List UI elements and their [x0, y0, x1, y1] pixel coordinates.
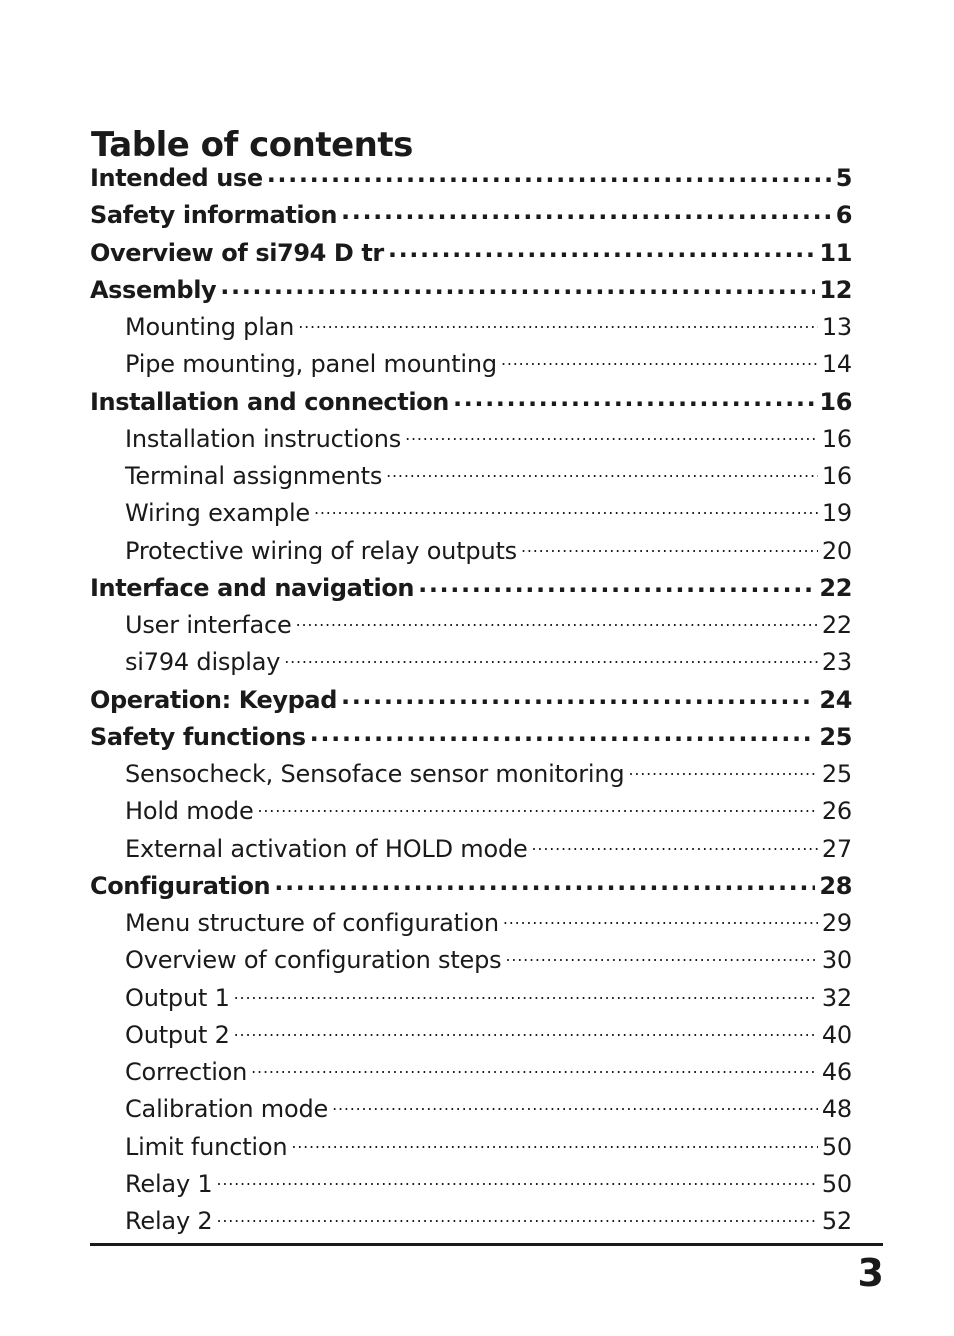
- toc-section-entry: [90, 197, 852, 234]
- toc-entry-page-number: 52: [821, 1207, 852, 1235]
- toc-subsection-entry: [90, 905, 852, 942]
- toc-dot-leader: [298, 311, 818, 335]
- toc-entry-page-number: 12: [819, 275, 852, 304]
- toc-entry-title: Sensocheck, Sensoface sensor monitoring: [125, 760, 625, 788]
- toc-entry-title: Relay 1: [125, 1169, 213, 1198]
- toc-subsection-entry: [90, 533, 852, 570]
- toc-dot-leader: [418, 572, 815, 596]
- toc-entry-page-number: 40: [821, 1020, 852, 1049]
- toc-entry-page-number: 11: [819, 238, 852, 267]
- toc-dot-leader: [291, 1131, 817, 1155]
- toc-entry-title: Safety functions: [90, 722, 306, 751]
- toc-entry-title: Configuration: [90, 871, 271, 900]
- toc-dot-leader: [216, 1205, 817, 1229]
- toc-dot-leader: [267, 162, 832, 186]
- toc-entry-page-number: 25: [821, 760, 852, 788]
- toc-subsection-entry: [90, 495, 852, 532]
- toc-entry-page-number: 22: [819, 573, 852, 602]
- toc-entry-page-number: 46: [821, 1058, 852, 1086]
- toc-dot-leader: [505, 944, 817, 968]
- toc-subsection-entry: [90, 458, 852, 495]
- toc-entry-title: Terminal assignments: [125, 462, 383, 490]
- toc-entry-title: Protective wiring of relay outputs: [125, 536, 517, 565]
- toc-subsection-entry: [90, 980, 852, 1017]
- toc-entry-title: Pipe mounting, panel mounting: [125, 350, 497, 379]
- toc-dot-leader: [216, 1168, 817, 1192]
- page-number: 3: [857, 1251, 884, 1295]
- toc-section-entry: [90, 160, 852, 197]
- toc-section-entry: [90, 868, 852, 905]
- toc-entry-page-number: 16: [821, 462, 852, 490]
- toc-entry-title: Intended use: [90, 164, 263, 192]
- toc-dot-leader: [274, 870, 815, 894]
- toc-entry-page-number: 13: [821, 313, 852, 341]
- toc-dot-leader: [258, 795, 818, 819]
- toc-entry-page-number: 26: [821, 797, 852, 826]
- toc-entry-title: Interface and navigation: [90, 573, 415, 602]
- toc-subsection-entry: [90, 831, 852, 868]
- toc-entry-page-number: 16: [821, 424, 852, 453]
- toc-entry-page-number: 20: [821, 536, 852, 565]
- toc-entry-title: User interface: [125, 611, 292, 639]
- toc-dot-leader: [220, 274, 815, 298]
- toc-section-entry: [90, 235, 852, 272]
- toc-entry-title: Correction: [125, 1058, 248, 1086]
- toc-entry-page-number: 6: [835, 201, 852, 230]
- toc-entry-page-number: 5: [835, 164, 852, 192]
- toc-entry-title: Output 1: [125, 983, 230, 1012]
- toc-subsection-entry: [90, 421, 852, 458]
- toc-entry-page-number: 48: [821, 1095, 852, 1124]
- footer-divider: [90, 1243, 883, 1246]
- toc-dot-leader: [341, 684, 815, 708]
- table-of-contents: [90, 160, 852, 1240]
- toc-entry-title: Assembly: [90, 275, 217, 304]
- toc-dot-leader: [453, 386, 815, 410]
- toc-dot-leader: [388, 237, 816, 261]
- toc-dot-leader: [503, 907, 818, 931]
- toc-entry-page-number: 19: [821, 499, 852, 528]
- toc-dot-leader: [628, 758, 817, 782]
- toc-entry-page-number: 30: [821, 946, 852, 975]
- toc-dot-leader: [332, 1093, 818, 1117]
- toc-entry-title: Calibration mode: [125, 1095, 329, 1124]
- toc-entry-title: Installation and connection: [90, 387, 449, 416]
- toc-entry-page-number: 24: [819, 685, 852, 714]
- toc-entry-title: Operation: Keypad: [90, 685, 337, 714]
- toc-subsection-entry: [90, 607, 852, 644]
- toc-entry-title: Mounting plan: [125, 313, 295, 341]
- toc-entry-page-number: 29: [821, 909, 852, 937]
- toc-dot-leader: [234, 982, 818, 1006]
- toc-entry-title: Safety information: [90, 201, 338, 230]
- toc-entry-page-number: 27: [821, 834, 852, 863]
- toc-dot-leader: [521, 535, 818, 559]
- toc-subsection-entry: [90, 1017, 852, 1054]
- toc-section-entry: [90, 384, 852, 421]
- toc-entry-page-number: 14: [821, 350, 852, 379]
- toc-section-entry: [90, 682, 852, 719]
- toc-subsection-entry: [90, 1166, 852, 1203]
- toc-entry-page-number: 50: [821, 1132, 852, 1161]
- toc-subsection-entry: [90, 1054, 852, 1091]
- toc-subsection-entry: [90, 942, 852, 979]
- toc-dot-leader: [284, 646, 818, 670]
- toc-entry-title: Menu structure of configuration: [125, 909, 499, 937]
- toc-dot-leader: [532, 833, 818, 857]
- toc-entry-title: Relay 2: [125, 1207, 213, 1235]
- toc-entry-page-number: 16: [819, 387, 852, 416]
- toc-subsection-entry: [90, 346, 852, 383]
- toc-entry-title: si794 display: [125, 648, 281, 677]
- toc-subsection-entry: [90, 1203, 852, 1240]
- toc-dot-leader: [251, 1056, 818, 1080]
- toc-dot-leader: [341, 199, 832, 223]
- toc-section-entry: [90, 272, 852, 309]
- toc-entry-title: Installation instructions: [125, 424, 402, 453]
- page-title: Table of contents: [91, 124, 413, 165]
- toc-entry-title: Overview of si794 D tr: [90, 238, 384, 267]
- toc-section-entry: [90, 570, 852, 607]
- toc-dot-leader: [310, 721, 816, 745]
- toc-subsection-entry: [90, 1129, 852, 1166]
- toc-dot-leader: [405, 423, 818, 447]
- toc-entry-title: External activation of HOLD mode: [125, 834, 528, 863]
- toc-entry-page-number: 28: [819, 871, 852, 900]
- toc-dot-leader: [386, 460, 818, 484]
- toc-subsection-entry: [90, 756, 852, 793]
- toc-dot-leader: [234, 1019, 818, 1043]
- toc-subsection-entry: [90, 793, 852, 830]
- toc-entry-page-number: 25: [819, 722, 852, 751]
- toc-entry-page-number: 50: [821, 1169, 852, 1198]
- toc-entry-title: Limit function: [125, 1132, 288, 1161]
- toc-entry-title: Output 2: [125, 1020, 230, 1049]
- toc-subsection-entry: [90, 1091, 852, 1128]
- toc-subsection-entry: [90, 309, 852, 346]
- toc-entry-page-number: 32: [821, 983, 852, 1012]
- toc-dot-leader: [296, 609, 818, 633]
- toc-entry-title: Overview of configuration steps: [125, 946, 502, 975]
- toc-section-entry: [90, 719, 852, 756]
- toc-entry-page-number: 22: [821, 611, 852, 639]
- toc-dot-leader: [501, 348, 818, 372]
- toc-entry-page-number: 23: [821, 648, 852, 677]
- toc-entry-title: Hold mode: [125, 797, 254, 826]
- toc-entry-title: Wiring example: [125, 499, 310, 528]
- toc-dot-leader: [314, 497, 818, 521]
- toc-subsection-entry: [90, 644, 852, 681]
